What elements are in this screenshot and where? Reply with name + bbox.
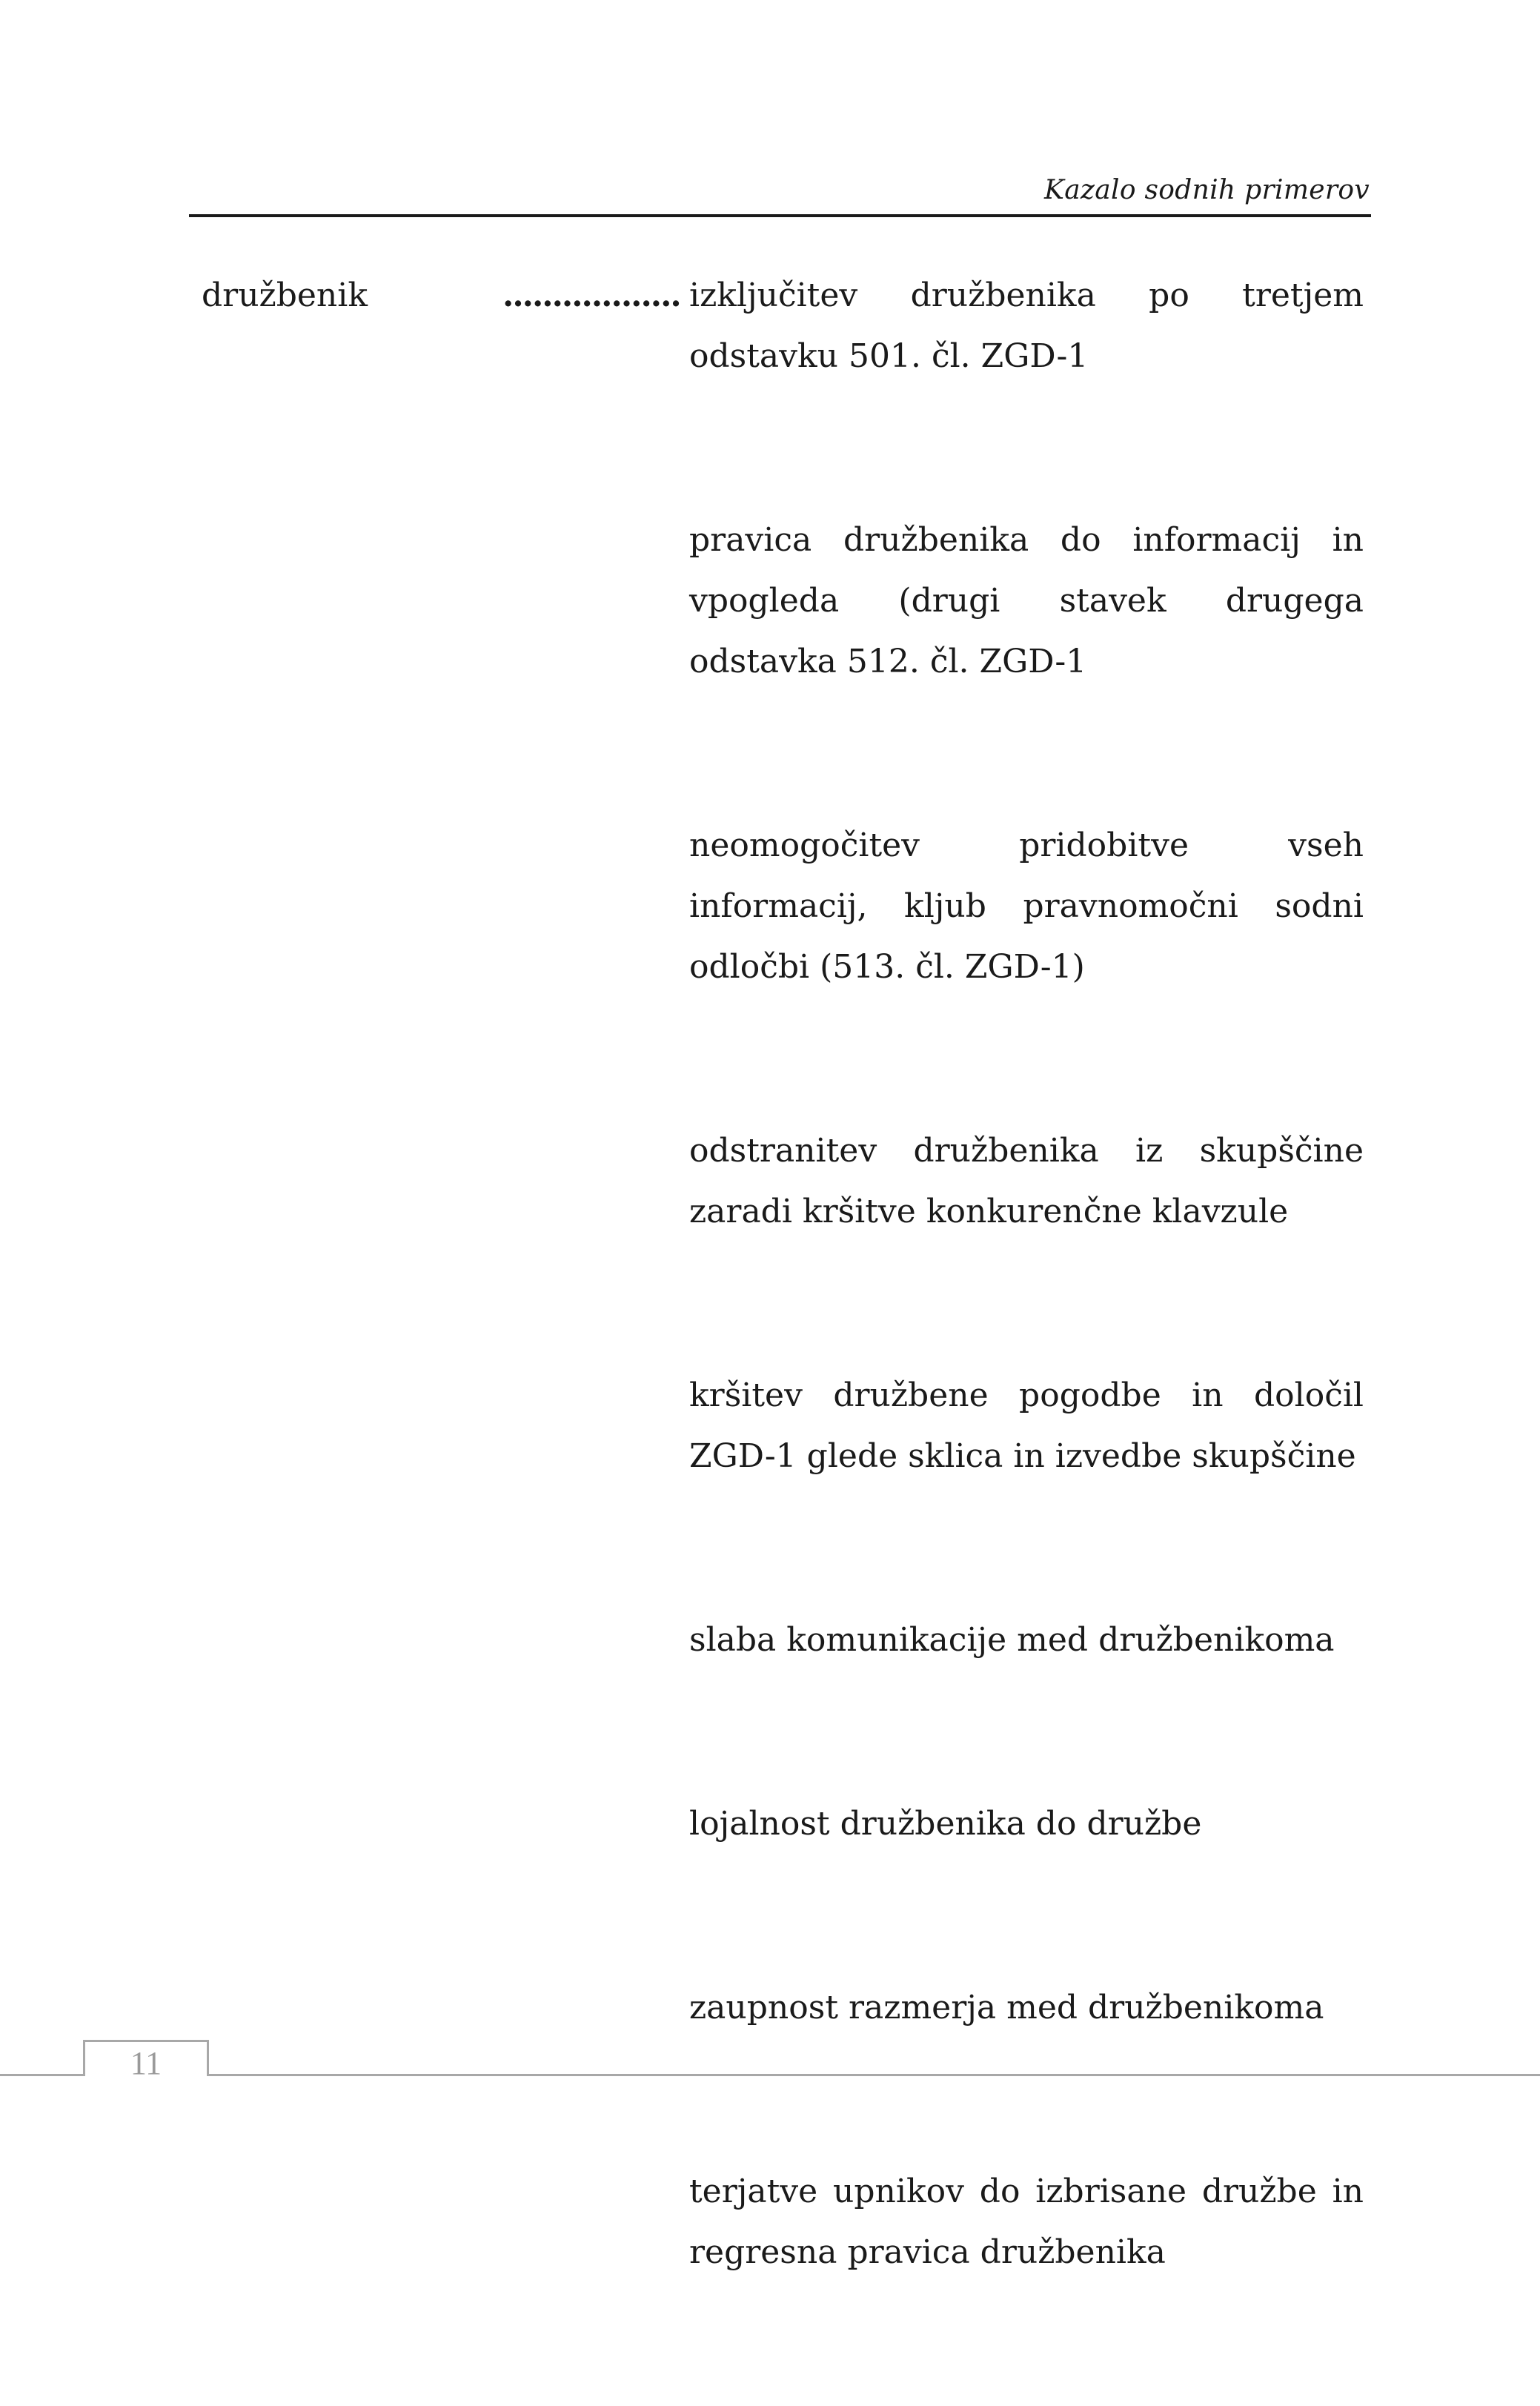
index-entry: izključitev družbenika po tretjem odstavku 501. čl. ZGD-1 bbox=[689, 276, 1364, 375]
index-term: družbenik bbox=[202, 276, 368, 314]
index-entry: pravica družbenika do informacij in vpogleda (drugi stavek drugega odstavka 512. čl. ZGD-1 bbox=[689, 521, 1364, 680]
index-entry: neomogočitev pridobitve vseh informacij, kljub pravnomočni sodni odločbi (513. čl. ZGD-1) bbox=[689, 826, 1364, 986]
index-entry: lojalnost družbenika do družbe bbox=[689, 1805, 1202, 1843]
index-entries bbox=[689, 265, 1364, 2406]
running-header-title: Kazalo sodnih primerov bbox=[1044, 175, 1370, 205]
header-rule bbox=[189, 214, 1371, 217]
index-entry: kršitev družbene pogodbe in določil ZGD-1 glede sklica in izvedbe skupščine bbox=[689, 1376, 1364, 1475]
index-entry: slaba komunikacije med družbenikoma bbox=[689, 1621, 1335, 1659]
index-entry: terjatve upnikov do izbrisane družbe in regresna pravica družbenika bbox=[689, 2173, 1364, 2271]
footer-rule bbox=[0, 2074, 1540, 2076]
index-entry: zaupnost razmerja med družbenikoma bbox=[689, 1989, 1324, 2026]
dot-leader: .................. bbox=[502, 276, 680, 314]
page-number: 11 bbox=[130, 2045, 162, 2081]
index-entry: odstranitev družbenika iz skupščine zaradi kršitve konkurenčne klavzule bbox=[689, 1132, 1364, 1230]
